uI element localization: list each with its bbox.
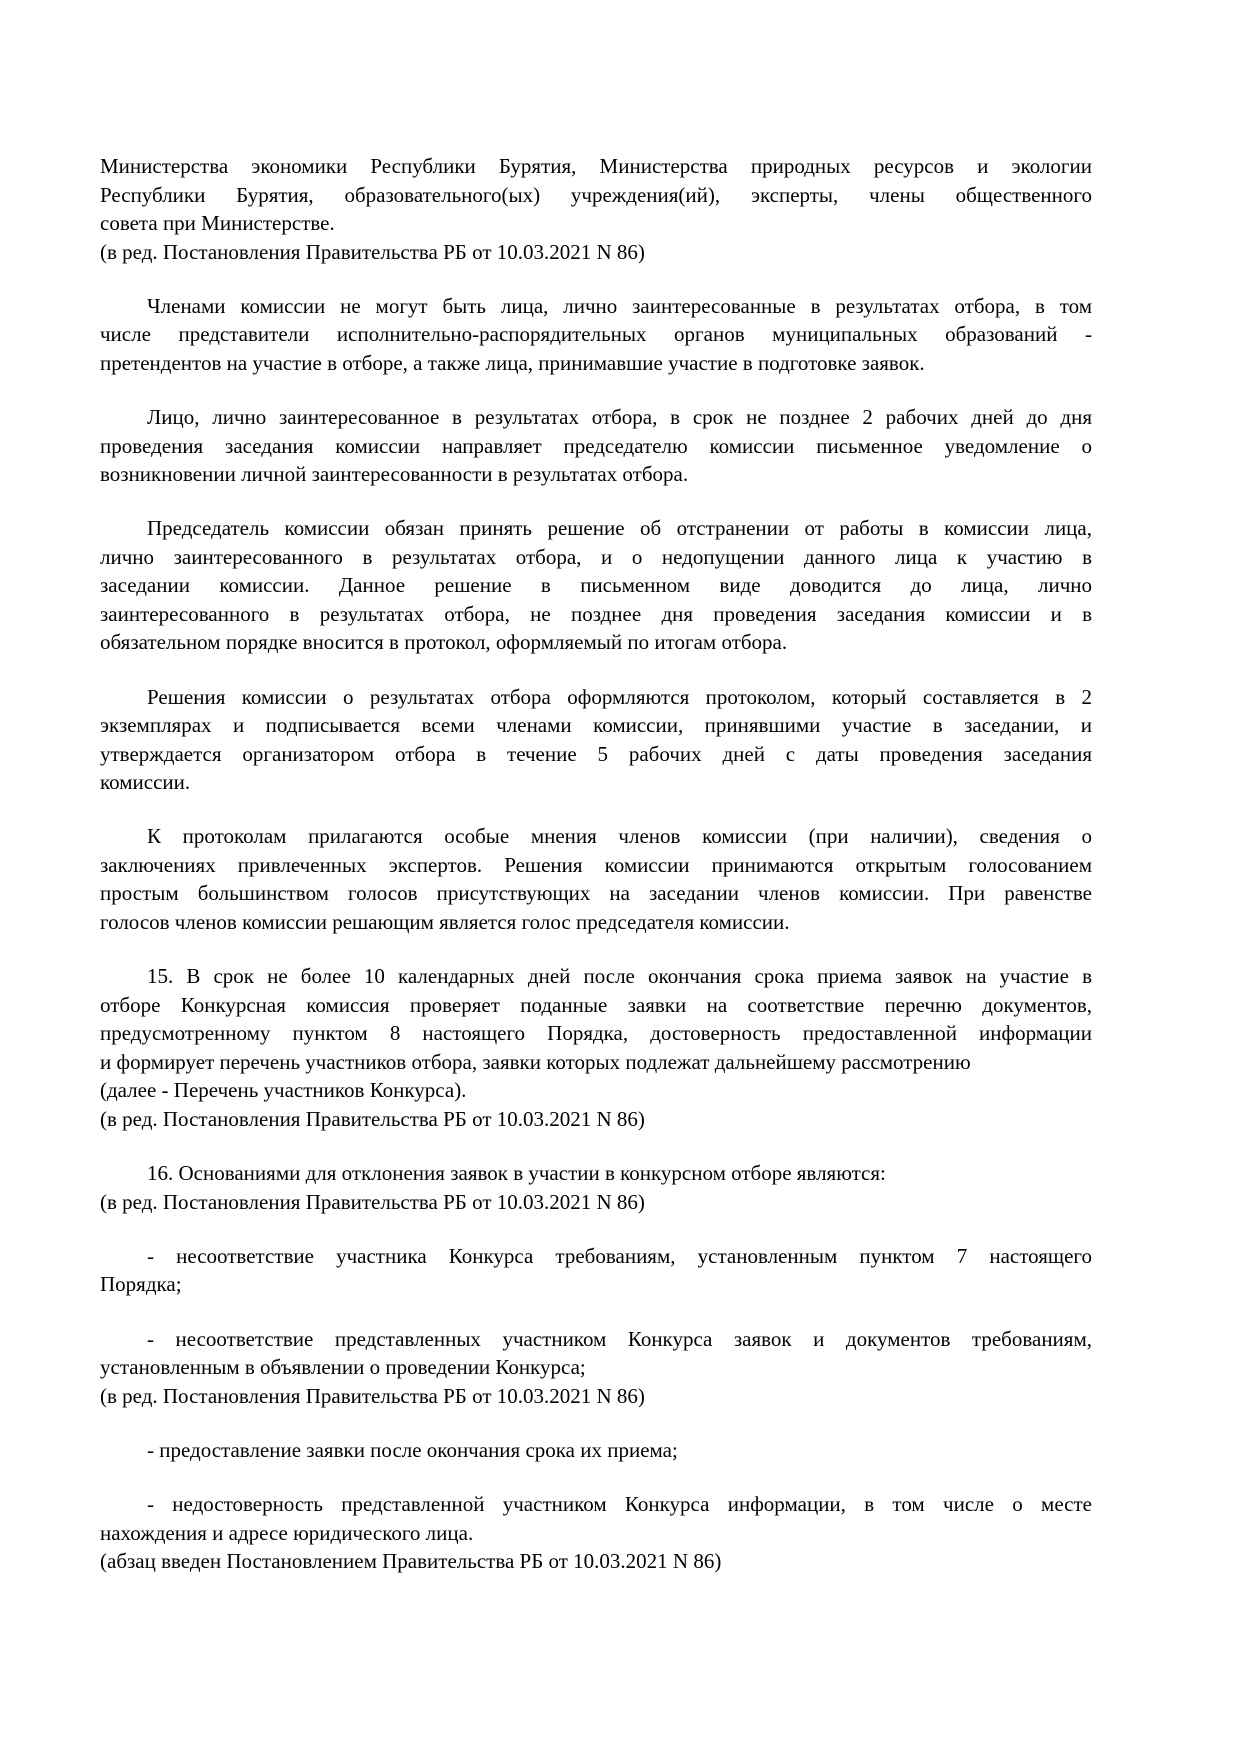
text-line: Министерства экономики Республики Бурятия, Министерства природных ресурсов и экологии	[100, 154, 1092, 178]
text-line: К протоколам прилагаются особые мнения членов комиссии (при наличии), сведения о	[147, 824, 1092, 849]
paragraph	[100, 1242, 1092, 1299]
text-line: заключениях привлеченных экспертов. Решения комиссии принимаются открытым голосованием	[100, 852, 1092, 877]
text-line: претендентов на участие в отборе, а также лица, принимавшие участие в подготовке заявок.	[100, 350, 925, 375]
text-line: 16. Основаниями для отклонения заявок в участии в конкурсном отборе являются:	[147, 1161, 886, 1186]
text-line: - недостоверность представленной участником Конкурса информации, в том числе о месте	[147, 1492, 1092, 1517]
text-line: комиссии.	[100, 770, 191, 795]
text-line: заинтересованного в результатах отбора, не позднее дня проведения заседания комиссии и в	[100, 601, 1092, 626]
paragraph	[100, 1436, 1092, 1465]
amendment-note: (в ред. Постановления Правительства РБ от 10.03.2021 N 86)	[100, 1189, 645, 1214]
paragraph	[100, 514, 1092, 657]
text-line: обязательном порядке вносится в протокол, оформляемый по итогам отбора.	[100, 630, 788, 655]
amendment-note: (в ред. Постановления Правительства РБ от 10.03.2021 N 86)	[100, 1106, 645, 1131]
text-line: Председатель комиссии обязан принять решение об отстранении от работы в комиссии лица,	[147, 516, 1092, 541]
text-line: голосов членов комиссии решающим является голос председателя комиссии.	[100, 909, 790, 934]
amendment-note: (в ред. Постановления Правительства РБ от 10.03.2021 N 86)	[100, 239, 645, 264]
paragraph	[100, 962, 1092, 1133]
paragraph	[100, 403, 1092, 489]
text-line: возникновении личной заинтересованности в результатах отбора.	[100, 462, 689, 487]
text-line: - несоответствие участника Конкурса требованиям, установленным пунктом 7 настоящего	[147, 1243, 1092, 1268]
amendment-note: (абзац введен Постановлением Правительства РБ от 10.03.2021 N 86)	[100, 1549, 722, 1574]
text-line: отборе Конкурсная комиссия проверяет поданные заявки на соответствие перечню документов,	[100, 992, 1092, 1017]
paragraph	[100, 1325, 1092, 1411]
paragraph	[100, 152, 1092, 266]
text-line: и формирует перечень участников отбора, заявки которых подлежат дальнейшему рассмотрению	[100, 1049, 971, 1074]
text-line: нахождения и адресе юридического лица.	[100, 1520, 474, 1545]
text-line: лично заинтересованного в результатах отбора, и о недопущении данного лица к участию в	[100, 544, 1092, 569]
text-line: установленным в объявлении о проведении Конкурса;	[100, 1355, 586, 1380]
paragraph	[100, 822, 1092, 936]
text-line: Республики Бурятия, образовательного(ых) учреждения(ий), эксперты, члены общественного	[100, 182, 1092, 207]
text-line: числе представители исполнительно-распорядительных органов муниципальных образований -	[100, 322, 1092, 347]
paragraph	[100, 1159, 1092, 1216]
text-line: предусмотренному пунктом 8 настоящего Порядка, достоверность предоставленной информации	[100, 1021, 1092, 1046]
text-line: Членами комиссии не могут быть лица, лично заинтересованные в результатах отбора, в том	[147, 293, 1092, 318]
text-line: 15. В срок не более 10 календарных дней после окончания срока приема заявок на участие в	[147, 964, 1092, 989]
text-line: экземплярах и подписывается всеми членами комиссии, принявшими участие в заседании, и	[100, 713, 1092, 738]
document-page	[100, 152, 1092, 1576]
text-line: утверждается организатором отбора в течение 5 рабочих дней с даты проведения заседания	[100, 741, 1092, 766]
text-line: Порядка;	[100, 1272, 182, 1297]
text-line: - несоответствие представленных участником Конкурса заявок и документов требованиям,	[147, 1326, 1092, 1351]
text-line: Решения комиссии о результатах отбора оформляются протоколом, который составляется в 2	[147, 684, 1092, 709]
paragraph	[100, 1490, 1092, 1576]
amendment-note: (в ред. Постановления Правительства РБ от 10.03.2021 N 86)	[100, 1383, 645, 1408]
amendment-note: (далее - Перечень участников Конкурса).	[100, 1078, 467, 1103]
text-line: совета при Министерстве.	[100, 211, 335, 235]
paragraph	[100, 683, 1092, 797]
paragraph	[100, 292, 1092, 378]
text-line: заседании комиссии. Данное решение в письменном виде доводится до лица, лично	[100, 573, 1092, 598]
text-line: - предоставление заявки после окончания срока их приема;	[147, 1437, 678, 1462]
text-line: простым большинством голосов присутствующих на заседании членов комиссии. При равенстве	[100, 881, 1092, 906]
text-line: проведения заседания комиссии направляет председателю комиссии письменное уведомление о	[100, 433, 1092, 458]
text-line: Лицо, лично заинтересованное в результатах отбора, в срок не позднее 2 рабочих дней до дня	[147, 405, 1092, 430]
